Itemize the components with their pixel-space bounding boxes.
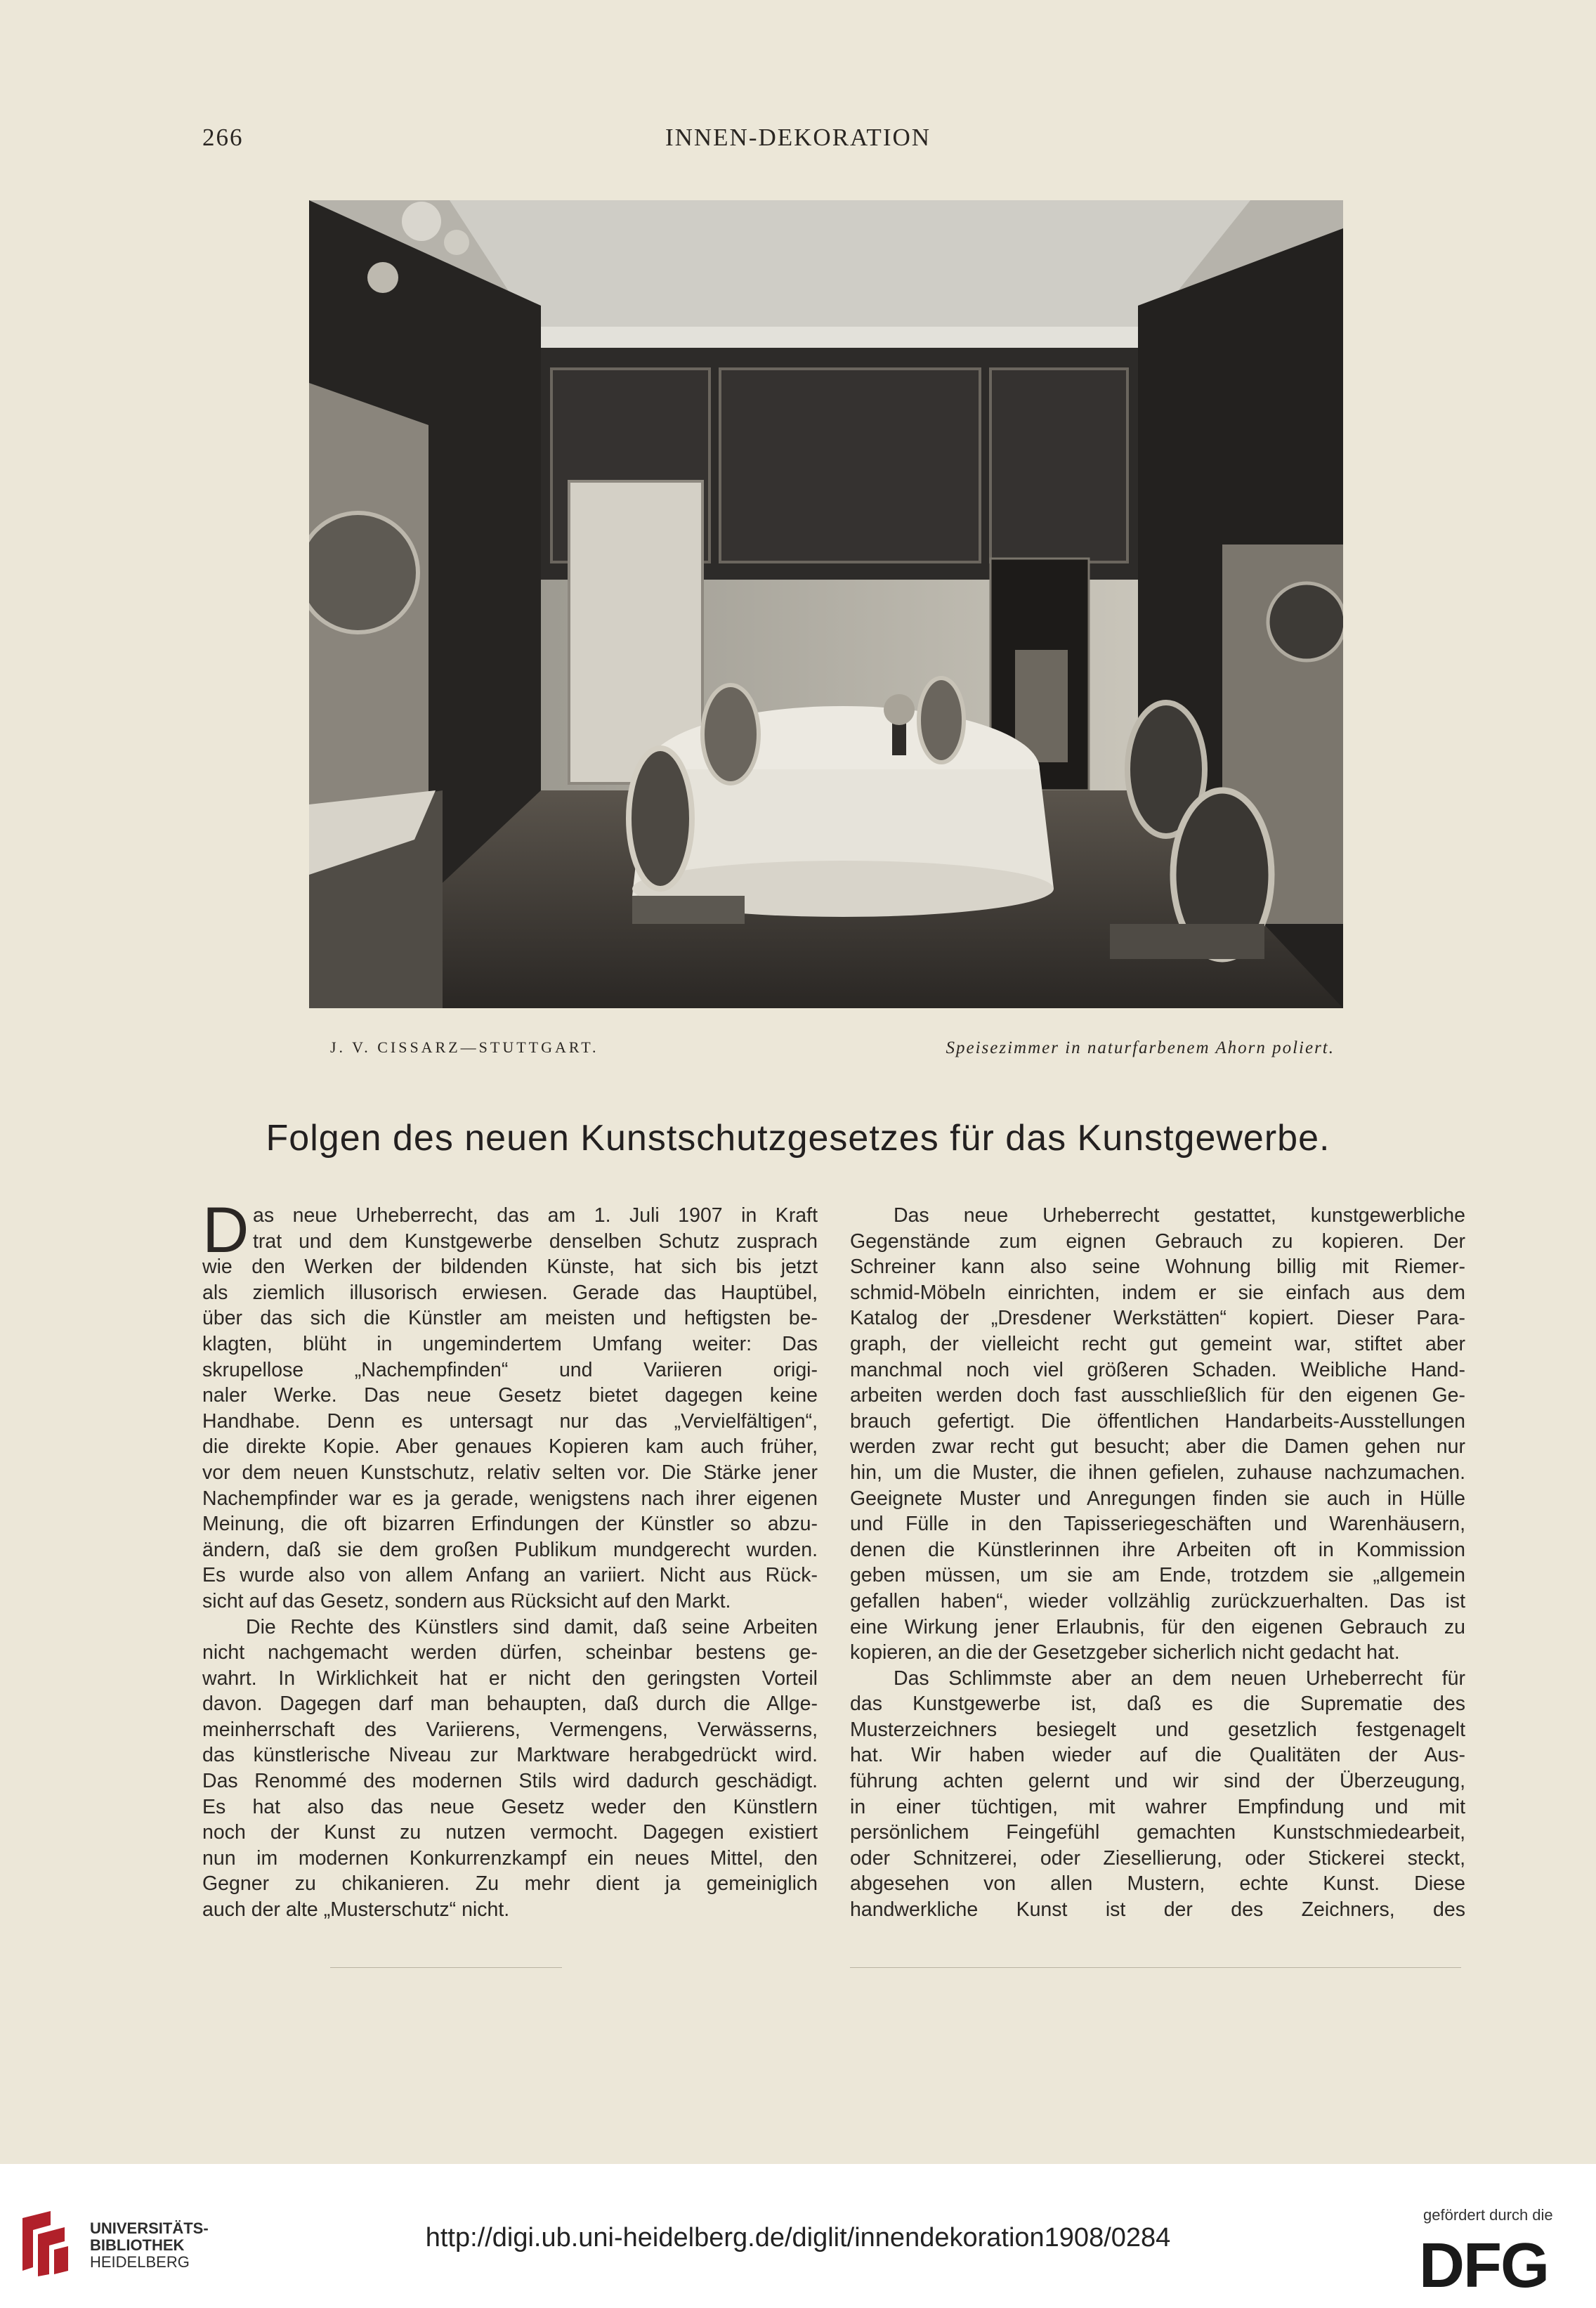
- text-line: als ziemlich illusorisch erwiesen. Gerade das Hauptübel,: [202, 1281, 818, 1304]
- text-line: werden zwar recht gut besucht; aber die Damen gehen nur: [850, 1435, 1465, 1459]
- text-line: naler Werke. Das neue Gesetz bietet dagegen keine: [202, 1384, 818, 1407]
- text-line: meinherrschaft des Variierens, Vermengens, Verwässerns,: [202, 1718, 818, 1741]
- text-line: über das sich die Künstler am meisten und heftigsten be-: [202, 1307, 818, 1330]
- text-line: gefallen haben“, wieder vollzählig zurückzuerhalten. Das ist: [850, 1589, 1465, 1612]
- library-name-line: HEIDELBERG: [90, 2253, 190, 2271]
- text-line: in einer tüchtigen, mit wahrer Empfindung und mit: [850, 1795, 1465, 1818]
- text-line: oder Schnitzerei, oder Ziesellierung, oder Stickerei steckt,: [850, 1846, 1465, 1870]
- text-line: vor dem neuen Kunstschutz, relativ selten vor. Die Stärke jener: [202, 1461, 818, 1484]
- text-line: Das neue Urheberrecht gestattet, kunstgewerbliche: [894, 1204, 1465, 1227]
- text-line: handwerkliche Kunst ist der des Zeichners, des: [850, 1898, 1465, 1922]
- text-line: Musterzeichners besiegelt und gesetzlich festgenagelt: [850, 1718, 1465, 1741]
- text-line: arbeiten werden doch fast ausschließlich für den eigenen Ge-: [850, 1384, 1465, 1407]
- drop-cap: D: [202, 1194, 249, 1266]
- photo-caption: Speisezimmer in naturfarbenem Ahorn poliert.: [946, 1038, 1335, 1057]
- photo-credit: J. V. CISSARZ—STUTTGART.: [330, 1038, 599, 1056]
- text-line: as neue Urheberrecht, das am 1. Juli 1907 in Kraft: [253, 1204, 818, 1227]
- left-text-column: [202, 1194, 818, 1923]
- column-rule-left: [330, 1967, 562, 1968]
- text-line: schmid-Möbeln einrichten, indem er sie einfach aus dem: [850, 1281, 1465, 1304]
- text-line: Es hat also das neue Gesetz weder den Künstlern: [202, 1795, 818, 1818]
- dining-room-photograph: [309, 200, 1343, 1008]
- text-line: das Kunstgewerbe ist, daß es die Suprematie des: [850, 1693, 1465, 1716]
- text-line: denen die Künstlerinnen ihre Arbeiten oft in Kommission: [850, 1538, 1465, 1561]
- text-line: nun im modernen Konkurrenzkampf ein neues Mittel, den: [202, 1846, 818, 1870]
- text-line: manchmal noch viel größeren Schaden. Weibliche Hand-: [850, 1358, 1465, 1381]
- right-text-column: [850, 1203, 1465, 1923]
- text-line: das künstlerische Niveau zur Marktware herabgedrückt wird.: [202, 1744, 818, 1767]
- text-line: skrupellose „Nachempfinden“ und Variieren origi-: [202, 1358, 818, 1381]
- text-line: und Fülle in den Tapisseriegeschäften und Warenhäusern,: [850, 1513, 1465, 1536]
- library-name-line: UNIVERSITÄTS-: [90, 2219, 209, 2237]
- text-line: nicht nachgemacht werden dürfen, scheinbar bestens ge-: [202, 1641, 818, 1664]
- text-line: Das Schlimmste aber an dem neuen Urheberrecht für: [894, 1667, 1465, 1690]
- text-line: persönlichem Feingefühl gemachten Kunstschmiedearbeit,: [850, 1821, 1465, 1844]
- text-line: eine Wirkung jener Erlaubnis, für den eigenen Gebrauch zu: [850, 1615, 1465, 1638]
- journal-title: INNEN-DEKORATION: [665, 124, 931, 151]
- text-line: abgesehen von allen Mustern, echte Kunst. Diese: [850, 1872, 1465, 1896]
- text-line: kopieren, an die der Gesetzgeber sicherlich nicht gedacht hat.: [850, 1641, 1400, 1664]
- text-line: Nachempfinder war es ja gerade, wenigstens nach ihrer eigenen: [202, 1487, 818, 1510]
- text-line: Katalog der „Dresdener Werkstätten“ kopiert. Dieser Para-: [850, 1307, 1465, 1330]
- text-line: graph, der vielleicht recht gut gemeint war, stiftet aber: [850, 1332, 1465, 1355]
- column-rule-right: [850, 1967, 1461, 1968]
- text-line: trat und dem Kunstgewerbe denselben Schutz zusprach: [253, 1230, 818, 1253]
- text-line: Geeignete Muster und Anregungen finden sie auch in Hülle: [850, 1487, 1465, 1510]
- text-line: die direkte Kopie. Aber genaues Kopieren kam auch früher,: [202, 1435, 818, 1459]
- page-number: 266: [202, 124, 244, 151]
- text-line: Handhabe. Denn es untersagt nur das „Vervielfältigen“,: [202, 1409, 818, 1433]
- text-line: Das Renommé des modernen Stils wird dadurch geschädigt.: [202, 1770, 818, 1793]
- text-line: hat. Wir haben wieder auf die Qualitäten der Aus-: [850, 1744, 1465, 1767]
- text-line: wie den Werken der bildenden Künste, hat sich bis jetzt: [202, 1256, 818, 1279]
- running-head: [0, 124, 1596, 159]
- text-line: davon. Dagegen darf man behaupten, daß durch die Allge-: [202, 1693, 818, 1716]
- text-line: noch der Kunst zu nutzen vermocht. Dagegen existiert: [202, 1821, 818, 1844]
- text-line: auch der alte „Musterschutz“ nicht.: [202, 1898, 510, 1922]
- text-line: geben müssen, um sie am Ende, trotzdem sie „allgemein: [850, 1564, 1465, 1587]
- text-line: sicht auf das Gesetz, sondern aus Rücksicht auf den Markt.: [202, 1589, 731, 1612]
- text-line: wahrt. In Wirklichkeit hat er nicht den geringsten Vorteil: [202, 1667, 818, 1690]
- text-line: klagten, blüht in ungemindertem Umfang weiter: Das: [202, 1332, 818, 1355]
- text-line: hin, um die Muster, die ihnen gefielen, zuhause nachzumachen.: [850, 1461, 1465, 1484]
- dfg-logo: DFG: [1419, 2231, 1548, 2301]
- permalink-url[interactable]: http://digi.ub.uni-heidelberg.de/diglit/innendekoration1908/0284: [425, 2223, 1171, 2252]
- text-line: Die Rechte des Künstlers sind damit, daß seine Arbeiten: [246, 1615, 818, 1638]
- text-line: Meinung, die oft bizarren Erfindungen der Künstler so abzu-: [202, 1513, 818, 1536]
- text-line: brauch gefertigt. Die öffentlichen Handarbeits-Ausstellungen: [850, 1409, 1465, 1433]
- text-line: Schreiner kann also seine Wohnung billig mit Riemer-: [850, 1256, 1465, 1279]
- text-line: Gegenstände zum eignen Gebrauch zu kopieren. Der: [850, 1230, 1465, 1253]
- text-line: Gegner zu chikanieren. Zu mehr dient ja gemeiniglich: [202, 1872, 818, 1896]
- text-line: Es wurde also von allem Anfang an variiert. Nicht aus Rück-: [202, 1564, 818, 1587]
- funder-caption: gefördert durch die: [1423, 2206, 1553, 2224]
- library-name-line: BIBLIOTHEK: [90, 2236, 185, 2254]
- article-title: Folgen des neuen Kunstschutzgesetzes für das Kunstgewerbe.: [266, 1118, 1330, 1159]
- text-line: führung achten gelernt und wir sind der Überzeugung,: [850, 1770, 1465, 1793]
- text-line: ändern, daß sie dem großen Publikum mundgerecht wurden.: [202, 1538, 818, 1561]
- digitization-footer: [0, 2164, 1596, 2308]
